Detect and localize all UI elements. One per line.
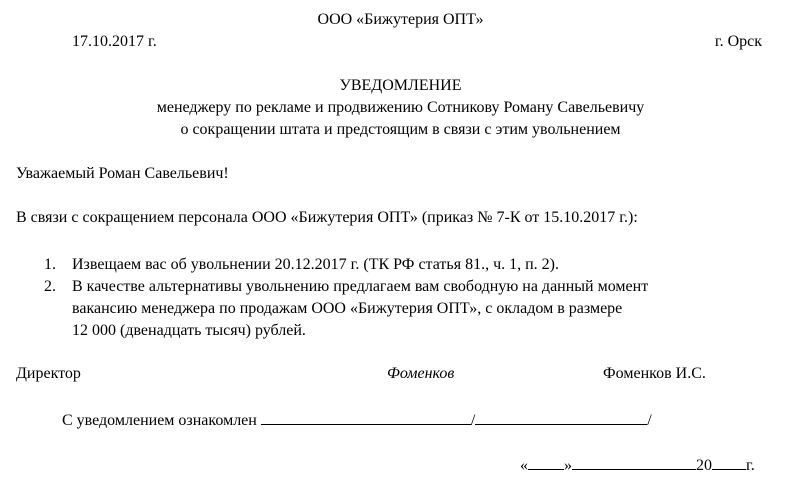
intro-paragraph: В связи с сокращением персонала ООО «Бижутерия ОПТ» (приказ № 7-К от 15.10.2017 г.): <box>16 209 638 226</box>
list-item-line: В качестве альтернативы увольнению предлагаем вам свободную на данный момент <box>72 278 649 295</box>
acknowledgement-row <box>62 410 652 429</box>
notice-list <box>40 254 780 342</box>
list-item-line: вакансию менеджера по продажам ООО «Бижутерия ОПТ», с окладом в размере <box>72 300 623 317</box>
organization-name: ООО «Бижутерия ОПТ» <box>317 11 484 28</box>
quote-open: « <box>520 457 528 474</box>
document-recipient: менеджеру по рекламе и продвижению Сотникову Роману Савельевичу <box>156 99 645 116</box>
month-line[interactable] <box>572 455 696 470</box>
acknowledgement-label: С уведомлением ознакомлен <box>62 412 257 429</box>
list-item <box>40 276 780 342</box>
list-item-number: 2. <box>44 278 56 295</box>
document-subject: о сокращении штата и предстоящим в связи с этим увольнением <box>180 121 621 138</box>
quote-close: » <box>564 457 572 474</box>
greeting: Уважаемый Роман Савельевич! <box>16 165 229 182</box>
document-date: 17.10.2017 г. <box>72 33 157 50</box>
day-line[interactable] <box>528 455 564 470</box>
separator: / <box>470 412 476 429</box>
document-city: г. Орск <box>714 33 762 50</box>
date-fill-row <box>520 455 755 474</box>
list-item-number: 1. <box>44 256 56 273</box>
document-title: УВЕДОМЛЕНИЕ <box>339 77 462 94</box>
list-item <box>40 254 780 276</box>
list-item-line: 12 000 (двенадцать тысяч) рублей. <box>72 322 306 339</box>
year-line[interactable] <box>712 455 746 470</box>
signer-name: Фоменков И.С. <box>603 365 706 382</box>
signer-position: Директор <box>16 365 81 382</box>
year-suffix: г. <box>746 457 755 474</box>
separator: / <box>647 412 652 429</box>
year-prefix: 20 <box>696 457 712 474</box>
signature-line[interactable] <box>261 410 471 425</box>
name-line[interactable] <box>475 410 647 425</box>
list-item-line: Извещаем вас об увольнении 20.12.2017 г. (ТК РФ статья 81., ч. 1, п. 2). <box>72 256 559 273</box>
signer-signature: Фоменков <box>387 365 455 382</box>
